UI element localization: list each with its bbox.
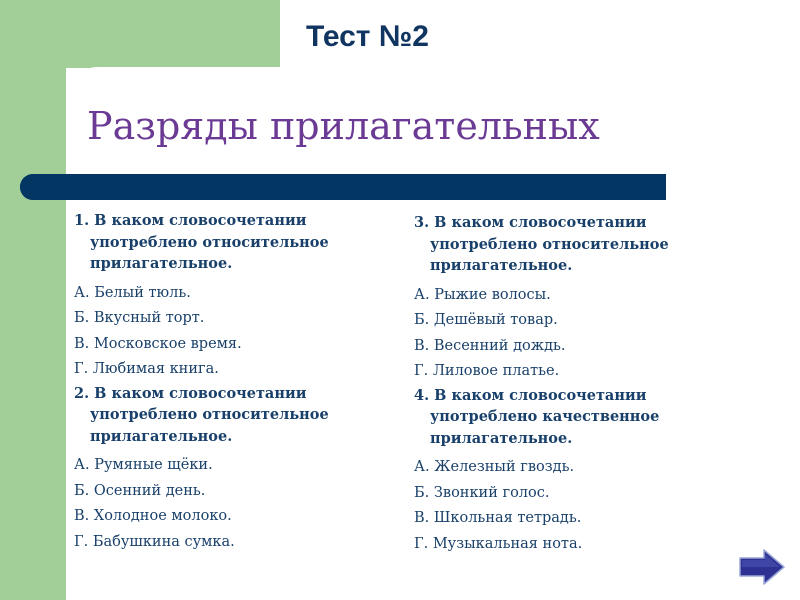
question-text: 2. В каком словосочетании употреблено относительное прилагательное. — [74, 384, 329, 445]
question-text: 1. В каком словосочетании употреблено относительное прилагательное. — [74, 212, 329, 272]
answer-option: В. Школьная тетрадь. — [414, 510, 582, 526]
question-block — [74, 210, 394, 383]
answer-option: А. Белый тюль. — [74, 284, 191, 301]
answer-option: Б. Осенний день. — [74, 482, 206, 499]
question-text: 4. В каком словосочетании употреблено качественное прилагательное. — [414, 386, 660, 447]
answer-option: В. Весенний дождь. — [414, 337, 566, 354]
title-divider-bar — [20, 174, 666, 200]
answer-option: Г. Бабушкина сумка. — [74, 533, 235, 550]
answer-option: А. Румяные щёки. — [74, 457, 213, 473]
answer-option: В. Холодное молоко. — [74, 508, 232, 524]
answer-option: Б. Дешёвый товар. — [414, 312, 558, 328]
green-side-band — [0, 0, 66, 600]
next-slide-button[interactable] — [738, 548, 786, 586]
arrow-right-icon — [738, 548, 786, 586]
answer-option: А. Железный гвоздь. — [414, 459, 575, 475]
answer-option: Г. Музыкальная нота. — [414, 535, 583, 552]
question-block — [74, 383, 394, 556]
answer-option: В. Московское время. — [74, 335, 242, 352]
questions-column-left — [74, 210, 394, 555]
answer-option: Г. Лиловое платье. — [414, 363, 560, 379]
answer-option: Б. Звонкий голос. — [414, 484, 550, 501]
slide-label: Тест №2 — [306, 20, 429, 53]
answer-option: А. Рыжие волосы. — [414, 286, 551, 303]
answer-option: Г. Любимая книга. — [74, 361, 219, 377]
questions-column-right — [414, 212, 744, 557]
slide-title: Разряды прилагательных — [87, 104, 600, 148]
question-text: 3. В каком словосочетании употреблено относительное прилагательное. — [414, 214, 669, 274]
green-top-band — [66, 0, 280, 68]
answer-option: Б. Вкусный торт. — [74, 310, 205, 326]
question-block — [414, 212, 744, 385]
question-block — [414, 385, 744, 558]
